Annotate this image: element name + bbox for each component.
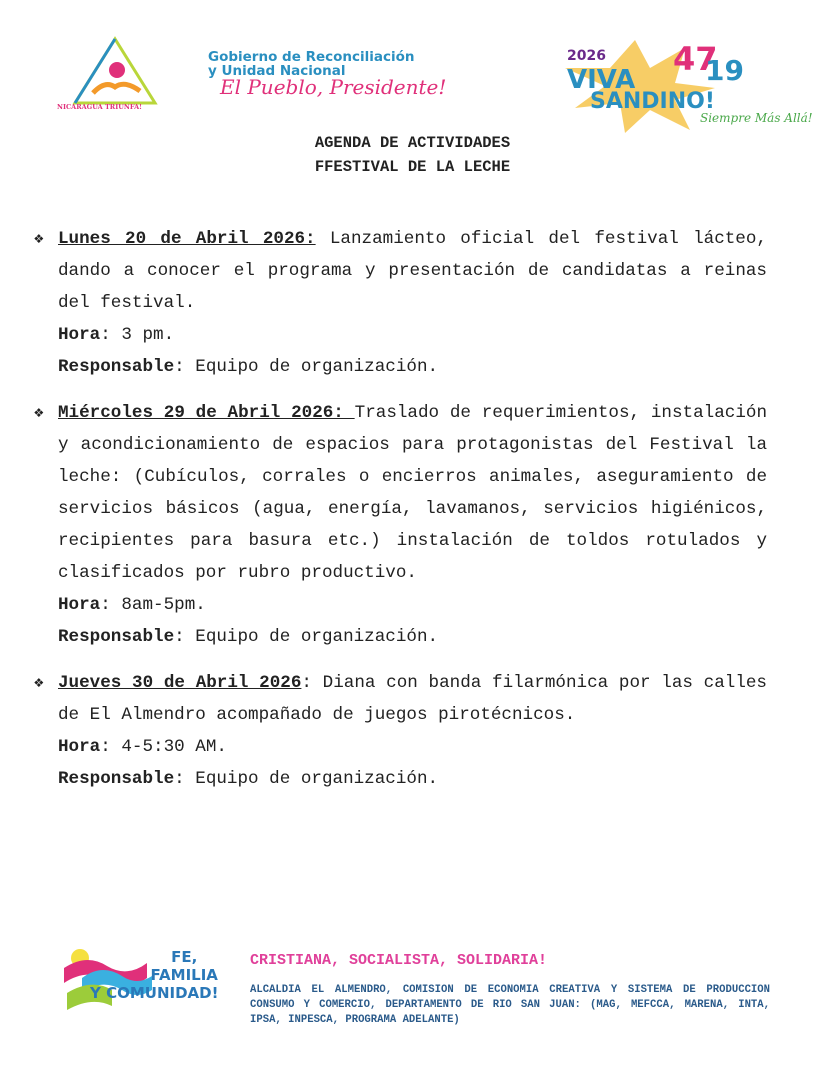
government-name-line1: Gobierno de Reconciliación xyxy=(208,49,415,65)
hora-value: : 4-5:30 AM. xyxy=(100,737,227,757)
viva-sandino-logo xyxy=(555,38,813,133)
hora-value: : 3 pm. xyxy=(100,325,175,345)
svg-text:SANDINO!: SANDINO! xyxy=(590,89,715,114)
hora-label: Hora xyxy=(58,595,101,615)
sun-burst-icon xyxy=(555,38,813,133)
waves-icon xyxy=(62,948,152,1018)
responsable-value: : Equipo de organización. xyxy=(174,357,439,377)
svg-text:Siempre Más Allá!: Siempre Más Allá! xyxy=(700,111,813,125)
agenda-item xyxy=(34,397,768,653)
agenda-item xyxy=(34,223,767,383)
government-tagline: El Pueblo, Presidente! xyxy=(220,75,447,99)
title-line1: AGENDA DE ACTIVIDADES xyxy=(314,134,511,152)
responsable-label: Responsable xyxy=(58,357,175,377)
item-description: : Diana con banda filarmónica por las calles de El Almendro acompañado de juegos pirotécnicos. xyxy=(58,673,767,725)
svg-text:VIVA: VIVA xyxy=(567,65,636,95)
responsable-value: : Equipo de organización. xyxy=(174,769,439,789)
fe-familia-comunidad-logo xyxy=(62,948,232,1018)
government-name-line2: y Unidad Nacional xyxy=(208,63,346,79)
logo-text-familia: FAMILIA xyxy=(150,966,218,984)
footer-slogan: CRISTIANA, SOCIALISTA, SOLIDARIA! xyxy=(250,952,548,969)
responsable-value: : Equipo de organización. xyxy=(174,627,439,647)
item-description: Traslado de requerimientos, instalación y acondicionamiento de espacios para protagonistas del Festival la leche: (Cubículos, corrales o encierros animales, aseguramiento de servicios básicos (agua, energía, lavamanos, servicios higiénicos, recipientes para basura etc.) instalación de toldos rotulados y clasificados por rubro productivo. xyxy=(58,403,768,583)
hora-label: Hora xyxy=(58,325,101,345)
diamond-bullet-icon: ❖ xyxy=(34,404,44,422)
hora-value: : 8am-5pm. xyxy=(100,595,206,615)
title-line2: FFESTIVAL DE LA LECHE xyxy=(314,158,511,176)
item-date: Lunes 20 de Abril 2026: xyxy=(58,229,316,249)
logo-text-fe: FE, xyxy=(171,948,198,966)
footer-institutions: ALCALDIA EL ALMENDRO, COMISION DE ECONOMIA CREATIVA Y SISTEMA DE PRODUCCION CONSUMO Y COMERCIO, DEPARTAMENTO DE RIO SAN JUAN: (MAG, MEFCCA, MARENA, INTA, IPSA, INPESCA, PROGRAMA ADELANTE) xyxy=(250,984,770,1026)
item-description: Lanzamiento oficial del festival lácteo, dando a conocer el programa y presentación de candidatas a reinas del festival. xyxy=(58,229,767,313)
agenda-list xyxy=(34,223,768,809)
svg-text:NICARAGUA TRIUNFA!: NICARAGUA TRIUNFA! xyxy=(57,103,142,111)
responsable-label: Responsable xyxy=(58,627,175,647)
item-date: Jueves 30 de Abril 2026 xyxy=(58,673,302,693)
triangle-emblem-icon xyxy=(55,35,205,110)
logo-year: 2026 xyxy=(567,48,606,64)
diamond-bullet-icon: ❖ xyxy=(34,230,44,248)
diamond-bullet-icon: ❖ xyxy=(34,674,44,692)
item-date: Miércoles 29 de Abril 2026: xyxy=(58,403,355,423)
svg-text:19: 19 xyxy=(705,54,744,87)
svg-text:47: 47 xyxy=(673,40,718,78)
document-title xyxy=(0,131,825,179)
responsable-label: Responsable xyxy=(58,769,175,789)
hora-label: Hora xyxy=(58,737,101,757)
government-logo xyxy=(55,35,455,110)
logo-text-comunidad: Y COMUNIDAD! xyxy=(90,984,219,1002)
agenda-item xyxy=(34,667,767,795)
